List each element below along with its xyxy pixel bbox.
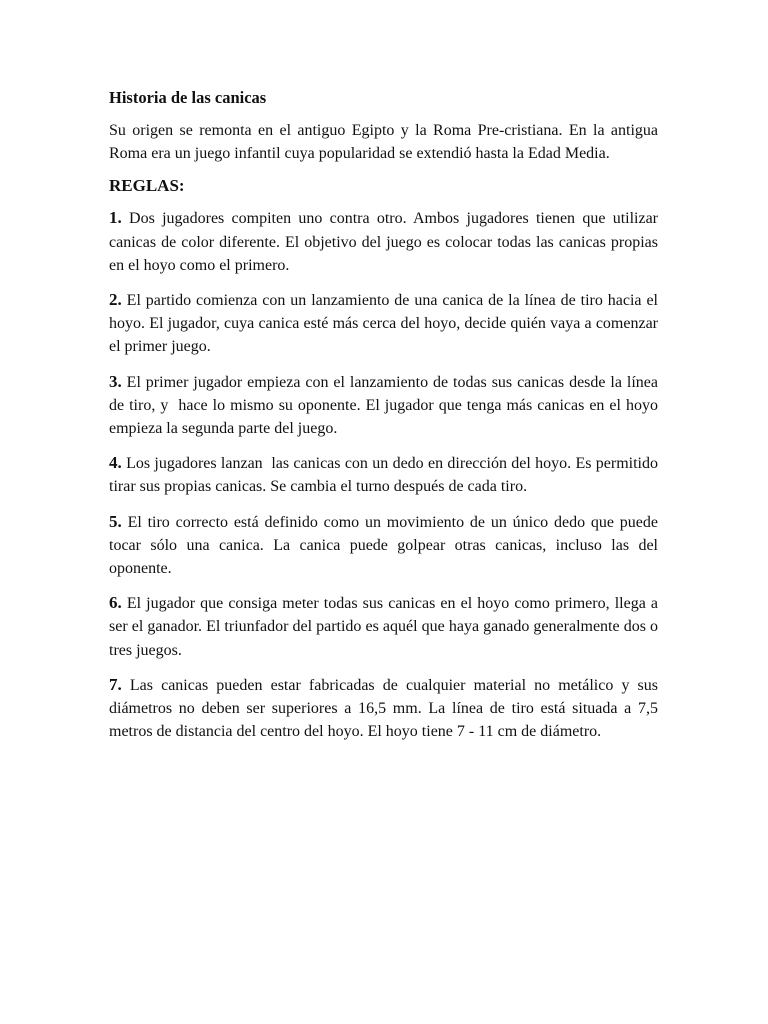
rule-text: El jugador que consiga meter todas sus canicas en el hoyo como primero, llega a ser el ganador. El triunfador del partido es aquél que haya ganado generalmente dos o tres juegos.	[109, 595, 662, 659]
rule-number: 6.	[109, 593, 122, 613]
document-title: Historia de las canicas	[109, 88, 267, 107]
rule-item	[109, 673, 663, 744]
rule-number: 5.	[109, 511, 122, 531]
rules-heading: REGLAS:	[109, 176, 185, 196]
rule-text: Los jugadores lanzan las canicas con un dedo en dirección del hoyo. Es permitido tirar sus propias canicas. Se cambia el turno después de cada tiro.	[109, 455, 663, 496]
rule-number: 1.	[109, 208, 122, 228]
rule-number: 7.	[109, 674, 122, 694]
rule-item	[109, 451, 663, 498]
rule-item	[109, 206, 662, 277]
rule-text: Las canicas pueden estar fabricadas de cualquier material no metálico y sus diámetros no deben ser superiores a 16,5 mm. La línea de tiro está situada a 7,5 metros de distancia del centro del hoyo. El hoyo tiene 7 - 11 cm de diámetro.	[109, 676, 663, 741]
rule-item	[109, 510, 663, 581]
rule-number: 2.	[109, 290, 122, 310]
rule-text: Dos jugadores compiten uno contra otro. Ambos jugadores tienen que utilizar canicas de color diferente. El objetivo del juego es colocar todas las canicas propias en el hoyo como el primero.	[109, 210, 662, 274]
rule-item	[109, 288, 662, 359]
rule-text: El partido comienza con un lanzamiento de una canica de la línea de tiro hacia el hoyo. El jugador, cuya canica esté más cerca del hoyo, decide quién vaya a comenzar el primer juego.	[109, 292, 662, 356]
rule-item	[109, 370, 662, 441]
rule-number: 4.	[109, 453, 122, 473]
rule-text: El tiro correcto está definido como un movimiento de un único dedo que puede tocar sólo una canica. La canica puede golpear otras canicas, incluso las del oponente.	[109, 513, 663, 578]
document-page	[109, 86, 663, 754]
rule-item	[109, 591, 662, 662]
rule-text: El primer jugador empieza con el lanzamiento de todas sus canicas desde la línea de tiro, y hace lo mismo su oponente. El jugador que tenga más canicas en el hoyo empieza la segunda parte del juego.	[109, 373, 662, 438]
rule-number: 3.	[109, 371, 122, 391]
intro-paragraph: Su origen se remonta en el antiguo Egipto y la Roma Pre-cristiana. En la antigua Roma era un juego infantil cuya popularidad se extendió hasta la Edad Media.	[109, 122, 658, 163]
